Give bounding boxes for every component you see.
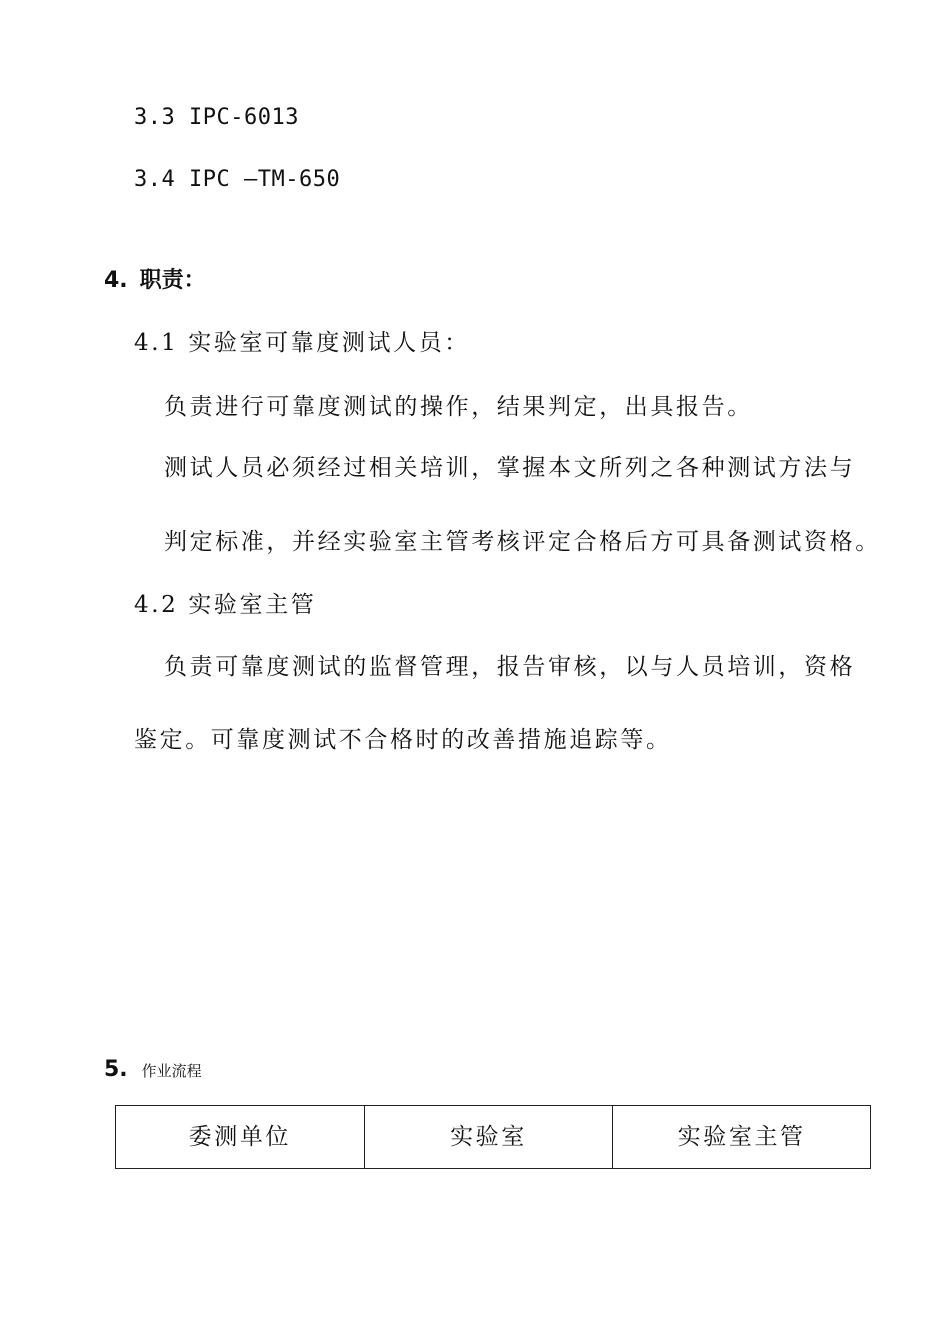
- table-header-cell: 委测单位: [116, 1106, 365, 1169]
- paragraph-line: 鉴定。可靠度测试不合格时的改善措施追踪等。: [134, 727, 672, 753]
- section-number: 5.: [104, 1057, 128, 1082]
- table-row: [116, 1106, 871, 1169]
- section-number: 4.: [104, 268, 128, 293]
- reference-3-4: [134, 165, 340, 195]
- section-4-heading: [104, 266, 206, 296]
- subsection-4-2-heading: 4.2 实验室主管: [134, 592, 317, 618]
- reference-text: IPC-6013: [189, 105, 299, 130]
- paragraph-line: 负责可靠度测试的监督管理，报告审核，以与人员培训，资格: [164, 654, 856, 680]
- section-title: 作业流程: [141, 1062, 202, 1080]
- reference-number: 3.3: [134, 105, 176, 130]
- table-header-cell: 实验室: [364, 1106, 613, 1169]
- section-title: 职责：: [139, 268, 206, 293]
- paragraph-line: 负责进行可靠度测试的操作，结果判定，出具报告。: [164, 394, 753, 420]
- reference-3-3: [134, 103, 299, 133]
- reference-number: 3.4: [134, 167, 176, 192]
- subsection-4-1-heading: 4.1 实验室可靠度测试人员：: [134, 330, 470, 356]
- paragraph-line: 测试人员必须经过相关培训，掌握本文所列之各种测试方法与: [164, 455, 856, 481]
- section-5-heading: [104, 1055, 202, 1086]
- table-header-cell: 实验室主管: [613, 1106, 871, 1169]
- reference-text: IPC –TM-650: [189, 167, 341, 192]
- workflow-table: [115, 1105, 871, 1169]
- paragraph-line: 判定标准，并经实验室主管考核评定合格后方可具备测试资格。: [164, 529, 881, 555]
